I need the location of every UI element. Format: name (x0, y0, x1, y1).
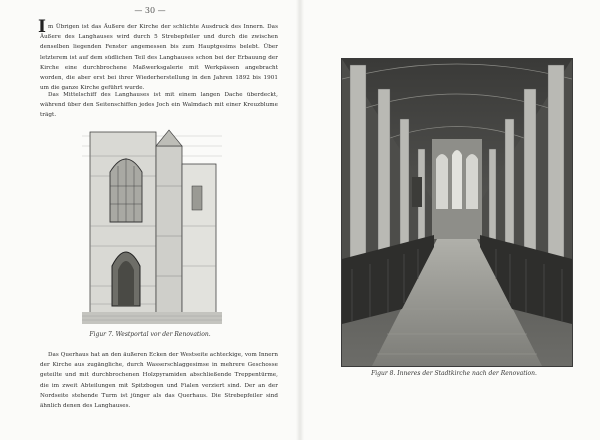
page-number: — 30 — (134, 6, 166, 15)
west-portal-illustration (82, 126, 222, 324)
drop-cap: I (38, 17, 46, 37)
paragraph-transept: Das Querhaus hat an den äußeren Ecken der Westseite achteckige, vom Innern der Kirche aus zugängliche, durch Wasserschlaggesimse in mehrere Geschosse geteilte und mit durchbrochenen Holzpyramiden abschließende Treppentürme, die im zweit Abteilungen mit Spitzbogen und Fialen verziert sind. Der an der Nordseite stehende Turm ist jünger als das Querhaus. Die Strebepfeiler sind ähnlich denen des Langhauses. (40, 352, 278, 410)
church-interior-photo (341, 58, 573, 367)
paragraph-roof: Das Mittelschiff des Langhauses ist mit einem langen Dache überdeckt, während über den Seitenschiffen jedes Joch ein Walmdach mit einer Kreuzblume trägt. (40, 92, 278, 119)
book-gutter (296, 0, 304, 440)
figure-8-caption: Figur 8. Inneres der Stadtkirche nach der Renovation. (371, 370, 537, 377)
figure-7-caption: Figur 7. Westportal vor der Renovation. (89, 331, 211, 338)
paragraph-exterior: m Übrigen ist das Äußere der Kirche der schlichte Ausdruck des Innern. Das Äußere des Langhauses wird durch 5 Strebepfeiler und durch die zwischen denselben liegenden Fenster angemessen bis zum Hauptgesims belebt. Über letzterem ist auf dem südlichen Teil des Langhauses schon bei der Erbauung der Kirche eine durchbrochene Maßwerksgalerie mit Werkpässen angebracht worden, die aber erst bei ihrer Wiederherstellung in den Jahren 1892 bis 1901 um die ganze Kirche geführt wurde. (40, 24, 278, 92)
